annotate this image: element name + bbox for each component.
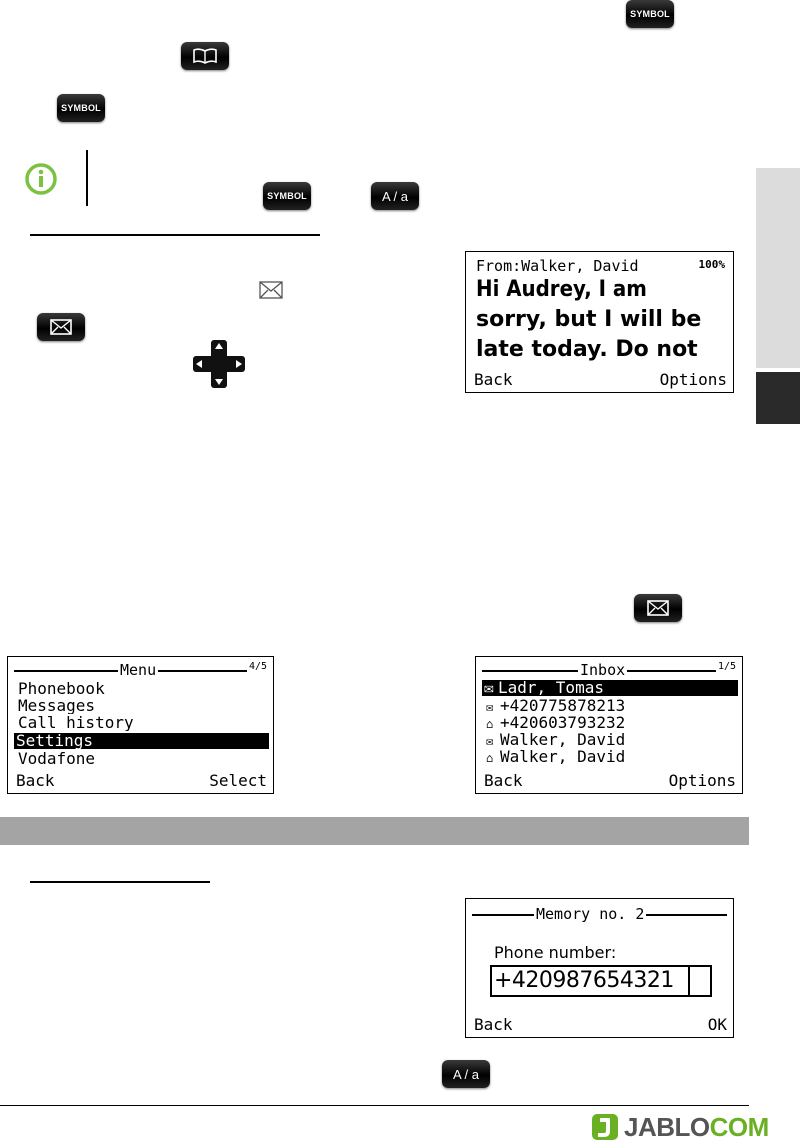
memory-title-bar [472, 905, 727, 923]
menu-display [7, 656, 274, 794]
softkey-back[interactable]: Back [474, 370, 513, 389]
sms-line: late today. Do not [476, 337, 698, 362]
memory-display [465, 898, 734, 1038]
menu-item-phonebook[interactable]: Phonebook [18, 680, 105, 697]
unread-envelope-icon: ✉ [486, 734, 494, 748]
logo-text-com: COM [709, 1111, 769, 1142]
softkey-options[interactable]: Options [668, 771, 736, 790]
phone-number-value: +420987654321 [494, 968, 674, 993]
inbox-item-label: Walker, David [500, 748, 626, 765]
softkey-options[interactable]: Options [659, 370, 727, 389]
menu-counter: 4/5 [248, 661, 267, 672]
menu-item-call-history[interactable]: Call history [18, 714, 134, 731]
read-envelope-icon: ⌂ [486, 717, 494, 731]
softkey-ok[interactable]: OK [707, 1015, 727, 1034]
case-key-icon: A / a [442, 1060, 490, 1088]
inbox-title: Inbox [580, 661, 626, 679]
inbox-item-label: +420775878213 [500, 697, 626, 714]
sms-line: sorry, but I will be [476, 307, 702, 332]
symbol-key-icon: SYMBOL [57, 94, 105, 122]
menu-item-settings[interactable]: Settings [14, 733, 269, 749]
menu-title-bar [14, 661, 267, 679]
sms-line: Hi Audrey, I am [476, 277, 647, 302]
softkey-back[interactable]: Back [484, 771, 523, 790]
side-tab-dark [756, 372, 800, 424]
section-heading-rule [30, 234, 320, 236]
info-icon [24, 162, 58, 196]
section-heading-rule [30, 881, 210, 883]
menu-title: Menu [120, 661, 157, 679]
softkey-back[interactable]: Back [474, 1015, 513, 1034]
inbox-item-label: Ladr, Tomas [498, 680, 604, 696]
sms-from: From:Walker, David [476, 257, 639, 275]
softkey-select[interactable]: Select [209, 771, 267, 790]
symbol-key-icon: SYMBOL [263, 182, 311, 210]
envelope-outline-icon [258, 278, 286, 302]
phone-number-label: Phone number: [494, 943, 617, 962]
inbox-item[interactable] [482, 680, 738, 696]
sms-display [465, 251, 734, 393]
inbox-item[interactable] [486, 697, 732, 714]
footer-rule [0, 1105, 749, 1106]
inbox-display [475, 656, 743, 794]
battery-level: 100% [698, 258, 725, 271]
jablocom-logo [590, 1112, 769, 1142]
inbox-item[interactable] [486, 714, 732, 731]
inbox-counter: 1/5 [717, 661, 736, 672]
case-key-icon: A / a [371, 182, 419, 210]
read-envelope-icon: ✉ [484, 680, 494, 696]
softkey-back[interactable]: Back [16, 771, 55, 790]
info-divider [86, 150, 88, 206]
inbox-item[interactable] [486, 748, 732, 765]
phone-number-field[interactable] [490, 965, 712, 997]
text-cursor [688, 967, 690, 995]
navigation-key-icon [191, 338, 247, 390]
inbox-item-label: +420603793232 [500, 714, 626, 731]
inbox-item[interactable] [486, 731, 732, 748]
symbol-key-icon: SYMBOL [626, 0, 674, 28]
read-envelope-icon: ⌂ [486, 751, 494, 765]
message-key-icon [634, 594, 682, 622]
phonebook-key-icon [181, 42, 229, 70]
logo-text-jablo: JABLO [624, 1111, 710, 1142]
message-key-icon [37, 313, 85, 341]
memory-title: Memory no. 2 [536, 905, 645, 923]
jablocom-logo-icon [590, 1112, 620, 1142]
section-bar [0, 817, 749, 845]
unread-envelope-icon: ✉ [486, 700, 494, 714]
menu-item-messages[interactable]: Messages [18, 697, 96, 714]
side-tab-light [756, 168, 800, 368]
menu-item-vodafone[interactable]: Vodafone [18, 750, 96, 767]
inbox-title-bar [482, 661, 736, 679]
inbox-item-label: Walker, David [500, 731, 626, 748]
